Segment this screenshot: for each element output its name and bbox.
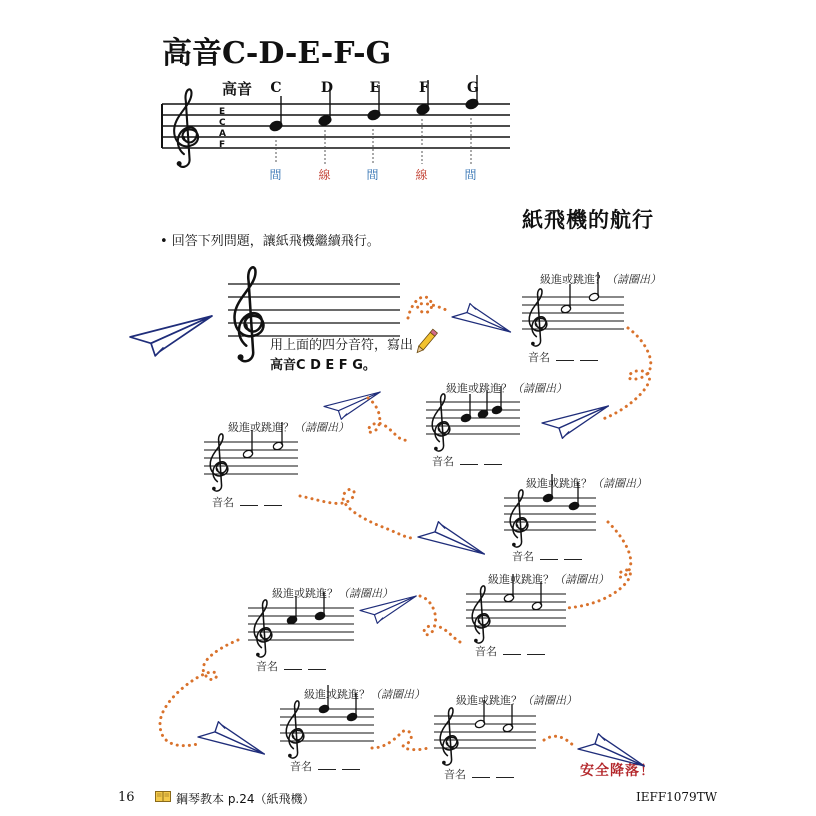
paper-plane-icon — [542, 406, 608, 438]
instruction-text: • 回答下列問題，讓紙飛機繼續飛行。 — [160, 234, 380, 249]
pencil-icon — [415, 329, 438, 354]
note-letter-c: C — [270, 80, 282, 96]
position-space: 間 — [269, 168, 283, 182]
paper-plane-icon — [130, 316, 212, 356]
exercise-label: 級進或跳進？（請圈出） — [540, 273, 661, 286]
textbook-reference: 鋼琴教本 p.24（紙飛機） — [176, 792, 315, 806]
section-title: 紙飛機的航行 — [522, 207, 654, 232]
clef-letter-a: A — [219, 129, 226, 139]
exercise-notes — [242, 272, 599, 733]
position-space: 間 — [366, 168, 380, 182]
clef-letter-e: E — [219, 107, 226, 117]
answer-field[interactable]: 音名 — [432, 453, 502, 469]
note-letter-d: D — [320, 80, 334, 96]
write-instruction-line2: 高音C D E F G。 — [270, 358, 376, 373]
writing-staff — [228, 284, 400, 336]
page-number: 16 — [118, 790, 135, 805]
exercise-label: 級進或跳進？（請圈出） — [272, 587, 393, 600]
exercise-notes-filled — [286, 386, 579, 722]
position-line: 線 — [318, 168, 332, 182]
position-line: 線 — [415, 168, 429, 182]
staff-label: 高音 — [222, 80, 253, 98]
clef-space-letters — [219, 107, 226, 150]
write-instruction-line1: 用上面的四分音符，寫出 — [270, 338, 414, 353]
treble-clef-icon — [235, 267, 264, 361]
note-letter-f: F — [419, 80, 429, 96]
paper-planes — [130, 304, 644, 767]
exercise-label: 級進或跳進？（請圈出） — [304, 688, 425, 701]
note-letter-g: G — [467, 80, 479, 96]
paper-plane-icon — [418, 522, 484, 554]
exercise-label: 級進或跳進？（請圈出） — [488, 573, 609, 586]
exercise-label: 級進或跳進？（請圈出） — [526, 477, 647, 490]
exercise-staves — [204, 297, 624, 748]
answer-field[interactable]: 音名 — [528, 349, 598, 365]
flight-path — [160, 297, 651, 750]
note-letter-e: E — [369, 80, 381, 96]
exercise-clefs — [210, 289, 547, 765]
product-code: IEFF1079TW — [636, 790, 718, 804]
exercise-label: 級進或跳進？（請圈出） — [228, 421, 349, 434]
paper-plane-icon — [452, 304, 511, 333]
page-title: 高音C-D-E-F-G — [162, 36, 392, 71]
answer-field[interactable]: 音名 — [475, 643, 545, 659]
clef-letter-f: F — [219, 140, 226, 150]
paper-plane-icon — [578, 734, 644, 766]
answer-field[interactable]: 音名 — [444, 766, 514, 782]
paper-plane-icon — [360, 596, 416, 623]
paper-plane-icon — [198, 722, 264, 754]
clef-letter-c: C — [219, 118, 226, 128]
answer-field[interactable]: 音名 — [256, 658, 326, 674]
landing-text: 安全降落！ — [580, 763, 655, 779]
exercise-label: 級進或跳進？（請圈出） — [446, 382, 567, 395]
answer-field[interactable]: 音名 — [290, 758, 360, 774]
position-guides — [276, 114, 471, 164]
paper-plane-icon — [324, 392, 380, 419]
position-space: 間 — [464, 168, 478, 182]
answer-field[interactable]: 音名 — [512, 548, 582, 564]
exercise-label: 級進或跳進？（請圈出） — [456, 694, 577, 707]
treble-clef-icon — [174, 89, 198, 167]
reference-staff — [162, 104, 510, 148]
answer-field[interactable]: 音名 — [212, 494, 282, 510]
